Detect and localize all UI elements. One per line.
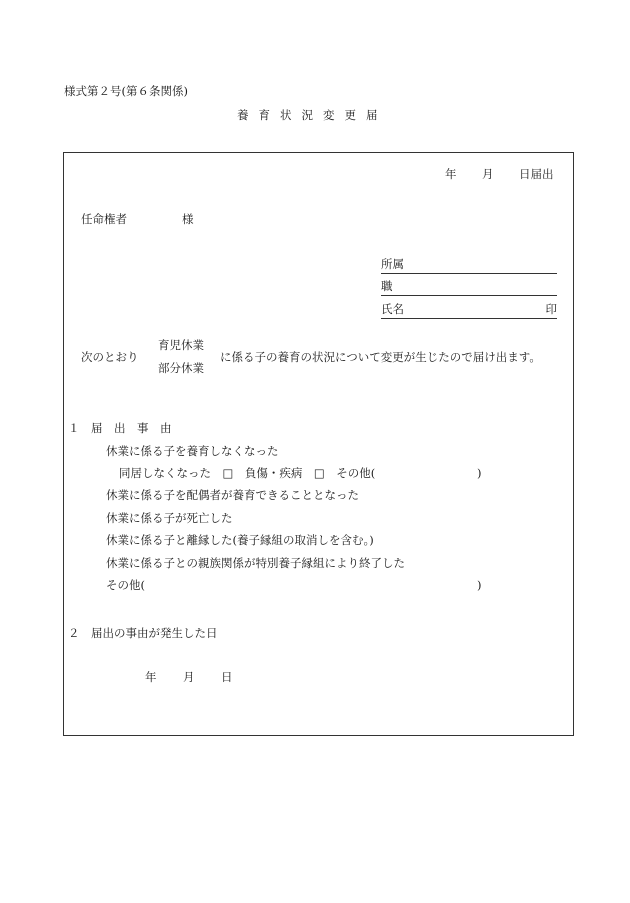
affiliation-label: 所属 — [381, 257, 404, 271]
seal-mark: 印 — [545, 302, 557, 316]
reason-other: その他( — [106, 578, 145, 592]
reason-child-deceased: 休業に係る子が死亡した — [106, 511, 233, 525]
date-month: 月 — [482, 167, 494, 181]
addressee-honorific: 様 — [182, 212, 194, 226]
statement-option-partial-leave: 部分休業 — [158, 361, 204, 375]
form-title: 養育状況変更届 — [237, 108, 388, 122]
occurrence-month: 月 — [183, 670, 195, 684]
occurrence-year: 年 — [145, 670, 157, 684]
reason-subcheck-close-paren: ) — [477, 466, 482, 480]
date-day-submitted: 日届出 — [519, 167, 554, 181]
name-field — [381, 304, 557, 319]
position-field — [381, 281, 557, 296]
reason-special-adoption: 休業に係る子との親族関係が特別養子縁組により終了した — [106, 556, 405, 570]
position-label: 職 — [381, 279, 393, 293]
reason-adoption-dissolved: 休業に係る子と離縁した(養子縁組の取消しを含む。) — [106, 533, 374, 547]
statement-suffix: に係る子の養育の状況について変更が生じたので届け出ます。 — [220, 350, 541, 364]
section1-heading: １ 届 出 事 由 — [68, 421, 172, 435]
reason-subcheck-line: 同居しなくなった □ 負傷・疾病 □ その他( — [119, 466, 376, 480]
name-label: 氏名 — [381, 302, 404, 316]
addressee-role: 任命権者 — [81, 212, 127, 226]
date-year: 年 — [445, 167, 457, 181]
reason-other-close-paren: ) — [477, 578, 482, 592]
affiliation-field — [381, 259, 557, 274]
reason-no-longer-raising: 休業に係る子を養育しなくなった — [106, 444, 279, 458]
reason-spouse-can-raise: 休業に係る子を配偶者が養育できることとなった — [106, 488, 359, 502]
statement-prefix: 次のとおり — [81, 350, 139, 364]
statement-option-childcare-leave: 育児休業 — [158, 338, 204, 352]
form-number: 様式第２号(第６条関係) — [64, 84, 188, 98]
section2-heading: ２ 届出の事由が発生した日 — [68, 626, 218, 640]
occurrence-day: 日 — [221, 670, 233, 684]
